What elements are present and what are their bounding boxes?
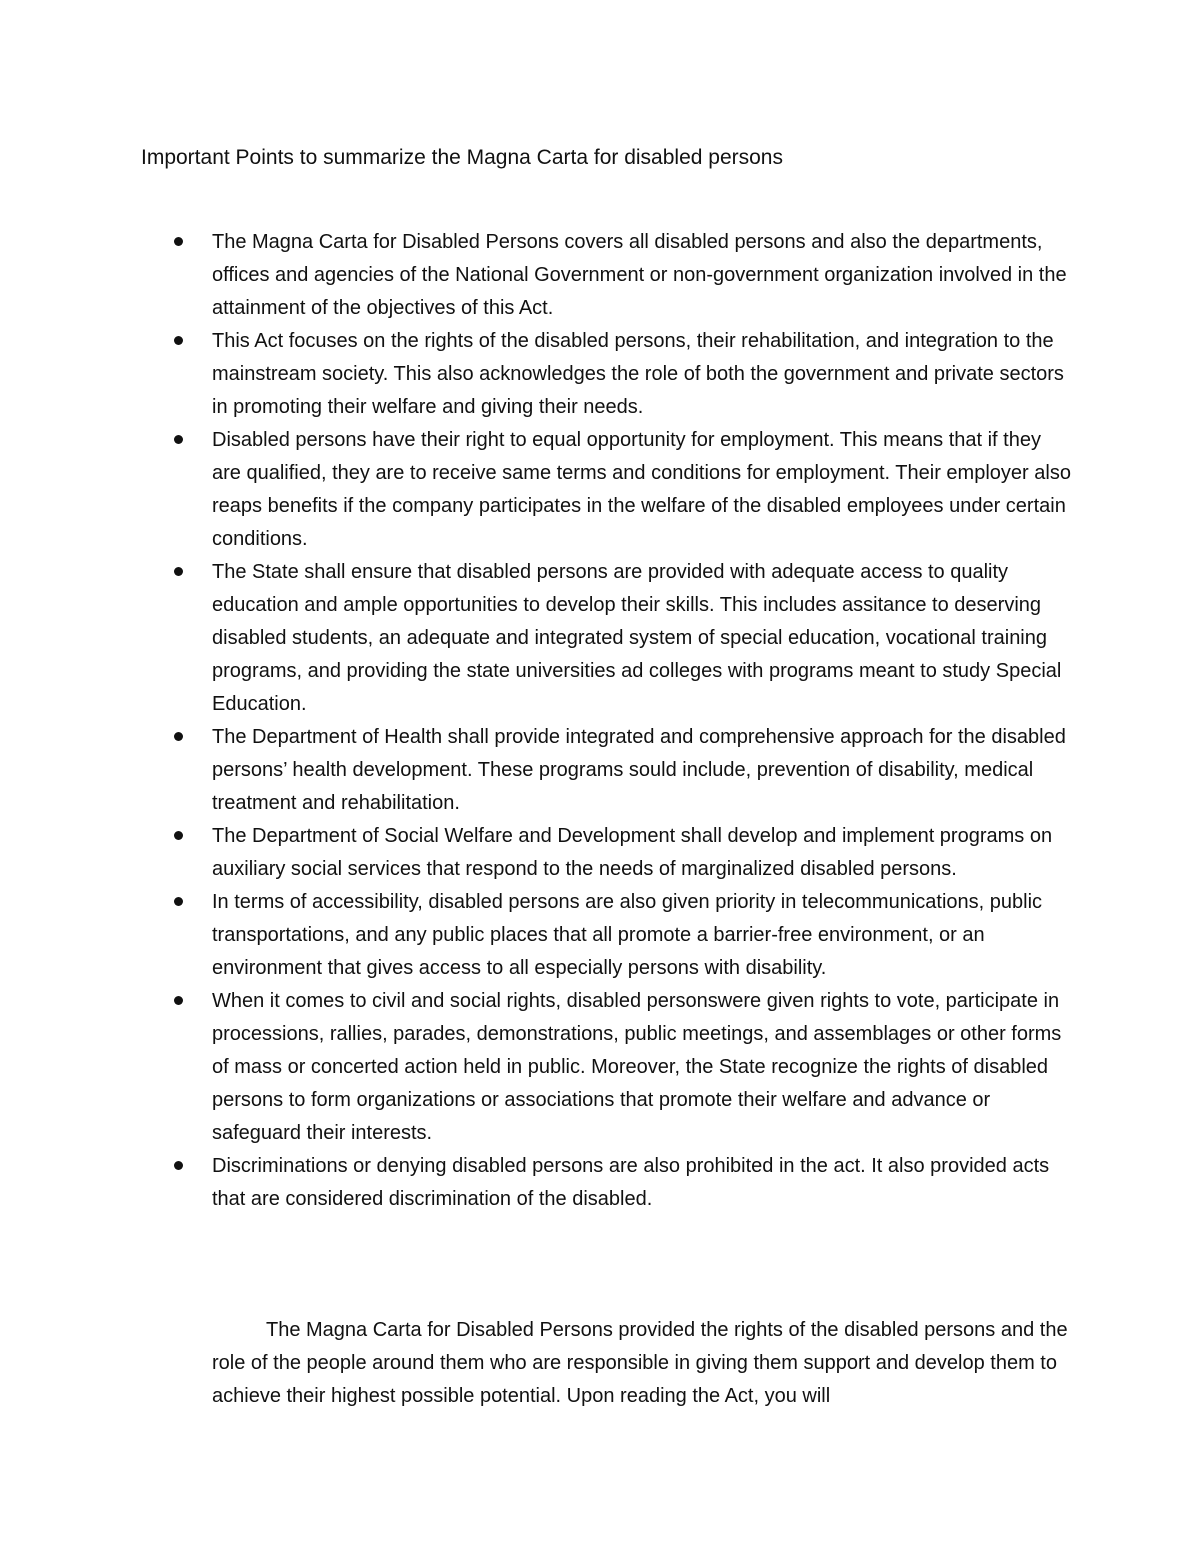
bullet-icon [174, 435, 183, 444]
bullet-list [212, 226, 1072, 1216]
bullet-item [212, 985, 1072, 1150]
bullet-text: Discriminations or denying disabled persons are also prohibited in the act. It also provided acts that are considered discrimination of the disabled. [212, 1155, 1050, 1210]
bullet-icon [174, 831, 183, 840]
bullet-text: In terms of accessibility, disabled persons are also given priority in telecommunications, public transportations, and any public places that all promote a barrier-free environment, or an environment that gives access to all especially persons with disability. [212, 891, 1043, 979]
bullet-item [212, 886, 1072, 985]
bullet-icon [174, 237, 183, 246]
bullet-text: The Department of Social Welfare and Development shall develop and implement programs on auxiliary social services that respond to the needs of marginalized disabled persons. [212, 825, 1053, 880]
bullet-icon [174, 996, 183, 1005]
bullet-item [212, 424, 1072, 556]
bullet-text: The Magna Carta for Disabled Persons covers all disabled persons and also the departments, offices and agencies of the National Government or non-government organization involved in the attainment of the objectives of this Act. [212, 231, 1067, 319]
bullet-icon [174, 336, 183, 345]
document-title: Important Points to summarize the Magna Carta for disabled persons [141, 146, 783, 169]
closing-paragraph: The Magna Carta for Disabled Persons provided the rights of the disabled persons and the role of the people around them who are responsible in giving them support and develop them to achieve their highest possible potential. Upon reading the Act, you will [212, 1319, 1068, 1407]
bullet-item [212, 721, 1072, 820]
bullet-text: The State shall ensure that disabled persons are provided with adequate access to quality education and ample opportunities to develop their skills. This includes assitance to deserving disabled students, an adequate and integrated system of special education, vocational training programs, and providing the state universities ad colleges with programs meant to study Special Education. [212, 561, 1062, 715]
bullet-icon [174, 897, 183, 906]
bullet-text: When it comes to civil and social rights, disabled personswere given rights to vote, participate in processions, rallies, parades, demonstrations, public meetings, and assemblages or other forms of mass or concerted action held in public. Moreover, the State recognize the rights of disabled persons to form organizations or associations that promote their welfare and advance or safeguard their interests. [212, 990, 1062, 1144]
bullet-icon [174, 732, 183, 741]
bullet-text: This Act focuses on the rights of the disabled persons, their rehabilitation, and integration to the mainstream society. This also acknowledges the role of both the government and private sectors in promoting their welfare and giving their needs. [212, 330, 1064, 418]
bullet-text: The Department of Health shall provide integrated and comprehensive approach for the disabled persons’ health development. These programs sould include, prevention of disability, medical treatment and rehabilitation. [212, 726, 1066, 814]
bullet-item [212, 820, 1072, 886]
bullet-item [212, 556, 1072, 721]
bullet-text: Disabled persons have their right to equal opportunity for employment. This means that if they are qualified, they are to receive same terms and conditions for employment. Their employer also reaps benefits if the company participates in the welfare of the disabled employees under certain conditions. [212, 429, 1071, 550]
bullet-item [212, 1150, 1072, 1216]
bullet-icon [174, 567, 183, 576]
bullet-item [212, 226, 1072, 325]
bullet-item [212, 325, 1072, 424]
bullet-icon [174, 1161, 183, 1170]
